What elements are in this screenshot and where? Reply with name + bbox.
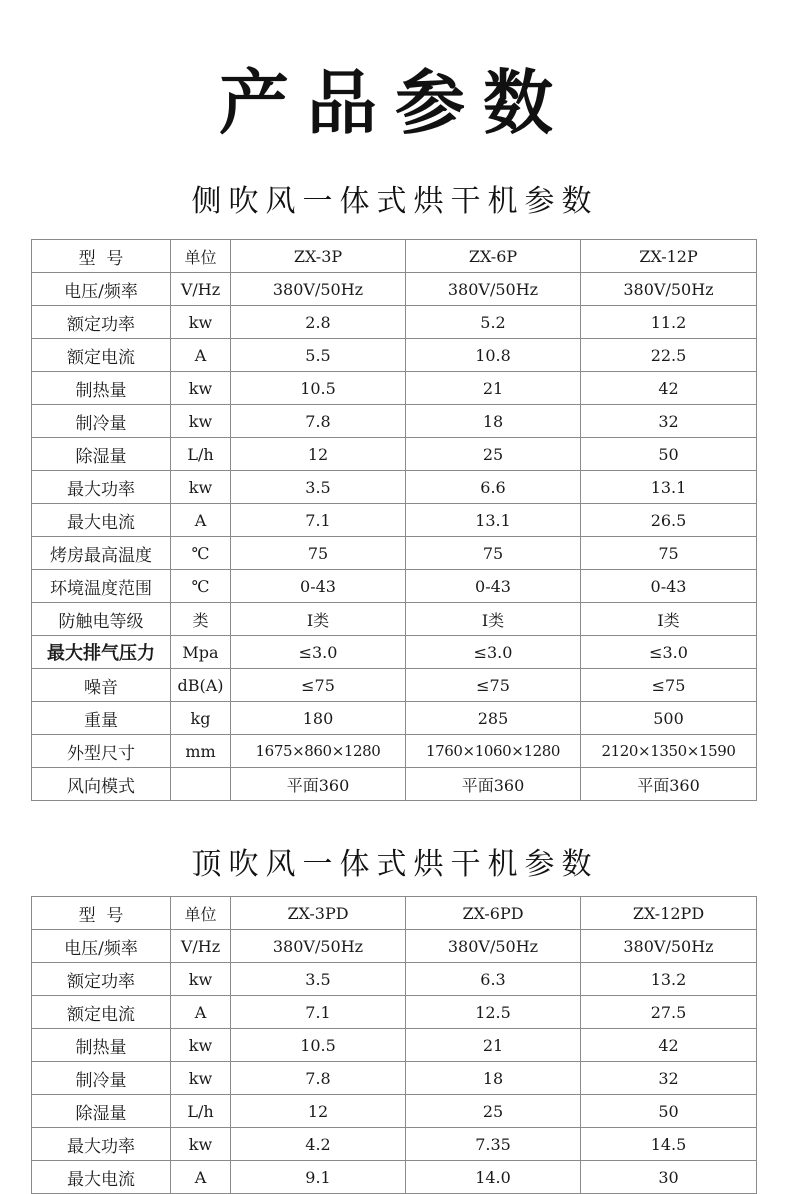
model-2-cell: 14.0 [406,1161,581,1194]
model-1-cell: ≤3.0 [231,636,406,669]
unit-cell: A [171,504,231,537]
model-2-cell: 75 [406,537,581,570]
model-3-cell: 500 [581,702,757,735]
model-3-cell: 30 [581,1161,757,1194]
model-3-cell: 13.1 [581,471,757,504]
header-cell: 单位 [171,240,231,273]
model-3-cell: 27.5 [581,996,757,1029]
model-1-cell: 3.5 [231,471,406,504]
table-row [32,996,757,1029]
param-name-cell: 额定功率 [32,306,171,339]
model-3-cell: 0-43 [581,570,757,603]
model-2-cell: ≤75 [406,669,581,702]
model-1-cell: 3.5 [231,963,406,996]
model-2-cell: 7.35 [406,1128,581,1161]
unit-cell: kw [171,372,231,405]
model-3-cell: 50 [581,438,757,471]
param-name-cell: 外型尺寸 [32,735,171,768]
model-3-cell: 32 [581,405,757,438]
model-2-cell: 21 [406,372,581,405]
model-2-cell: 平面360 [406,768,581,801]
table-row [32,405,757,438]
model-2-cell: 18 [406,1062,581,1095]
table-row [32,1095,757,1128]
param-name-cell: 电压/频率 [32,930,171,963]
model-3-cell: ≤75 [581,669,757,702]
param-name-cell: 额定电流 [32,339,171,372]
unit-cell: ℃ [171,570,231,603]
model-1-cell: 4.2 [231,1128,406,1161]
model-3-cell: 26.5 [581,504,757,537]
table-row [32,603,757,636]
header-cell: ZX-6PD [406,897,581,930]
model-3-cell: 380V/50Hz [581,930,757,963]
table-row [32,273,757,306]
unit-cell: kw [171,405,231,438]
model-2-cell: 285 [406,702,581,735]
header-cell: 单位 [171,897,231,930]
model-3-cell: 42 [581,372,757,405]
model-1-cell: 7.8 [231,1062,406,1095]
model-1-cell: 9.1 [231,1161,406,1194]
model-3-cell: 42 [581,1029,757,1062]
model-1-cell: 10.5 [231,1029,406,1062]
model-3-cell: 50 [581,1095,757,1128]
table-row [32,963,757,996]
spec-table-top-blow [31,896,757,1194]
model-1-cell: 7.8 [231,405,406,438]
unit-cell: mm [171,735,231,768]
unit-cell: A [171,339,231,372]
unit-cell: kg [171,702,231,735]
unit-cell: A [171,996,231,1029]
model-2-cell: 0-43 [406,570,581,603]
param-name-cell: 制热量 [32,1029,171,1062]
model-2-cell: 380V/50Hz [406,273,581,306]
param-name-cell: 最大电流 [32,504,171,537]
unit-cell: ℃ [171,537,231,570]
param-name-cell: 噪音 [32,669,171,702]
model-2-cell: ≤3.0 [406,636,581,669]
unit-cell: L/h [171,1095,231,1128]
param-name-cell: 除湿量 [32,1095,171,1128]
model-1-cell: 7.1 [231,504,406,537]
model-2-cell: 12.5 [406,996,581,1029]
unit-cell: kw [171,1128,231,1161]
model-1-cell: 2.8 [231,306,406,339]
param-name-cell: 除湿量 [32,438,171,471]
table-row [32,438,757,471]
unit-cell: dB(A) [171,669,231,702]
table-row [32,636,757,669]
model-2-cell: 1760×1060×1280 [406,735,581,768]
section-title-side-blow: 侧吹风一体式烘干机参数 [191,184,599,219]
model-1-cell: 380V/50Hz [231,273,406,306]
param-name-cell: 风向模式 [32,768,171,801]
unit-cell: kw [171,306,231,339]
param-name-cell: 环境温度范围 [32,570,171,603]
unit-cell: kw [171,1062,231,1095]
model-2-cell: 18 [406,405,581,438]
unit-cell: kw [171,471,231,504]
unit-cell: L/h [171,438,231,471]
unit-cell: 类 [171,603,231,636]
unit-cell: A [171,1161,231,1194]
model-1-cell: I类 [231,603,406,636]
model-2-cell: 380V/50Hz [406,930,581,963]
table-row [32,669,757,702]
table-header-row [32,897,757,930]
model-1-cell: 平面360 [231,768,406,801]
model-2-cell: 13.1 [406,504,581,537]
model-1-cell: 5.5 [231,339,406,372]
model-1-cell: ≤75 [231,669,406,702]
table-row [32,570,757,603]
page-title: 产品参数 [219,62,571,144]
param-name-cell: 重量 [32,702,171,735]
table-row [32,1062,757,1095]
model-2-cell: 10.8 [406,339,581,372]
header-cell: ZX-12P [581,240,757,273]
model-3-cell: ≤3.0 [581,636,757,669]
model-2-cell: 6.6 [406,471,581,504]
model-2-cell: 5.2 [406,306,581,339]
header-cell: ZX-12PD [581,897,757,930]
model-3-cell: 380V/50Hz [581,273,757,306]
param-name-cell: 制冷量 [32,405,171,438]
model-2-cell: 25 [406,1095,581,1128]
param-name-cell: 最大功率 [32,1128,171,1161]
table-row [32,471,757,504]
model-3-cell: 13.2 [581,963,757,996]
model-3-cell: 75 [581,537,757,570]
param-name-cell: 制冷量 [32,1062,171,1095]
header-cell: ZX-3PD [231,897,406,930]
param-name-cell: 额定功率 [32,963,171,996]
table-row [32,768,757,801]
model-1-cell: 7.1 [231,996,406,1029]
unit-cell [171,768,231,801]
table-row [32,306,757,339]
model-3-cell: 11.2 [581,306,757,339]
table-row [32,735,757,768]
table-row [32,1128,757,1161]
unit-cell: Mpa [171,636,231,669]
table-row [32,537,757,570]
table-row [32,372,757,405]
model-3-cell: 平面360 [581,768,757,801]
model-1-cell: 0-43 [231,570,406,603]
model-3-cell: 14.5 [581,1128,757,1161]
model-1-cell: 12 [231,1095,406,1128]
table-row [32,1029,757,1062]
model-3-cell: 22.5 [581,339,757,372]
param-name-cell: 电压/频率 [32,273,171,306]
unit-cell: kw [171,963,231,996]
model-2-cell: 21 [406,1029,581,1062]
param-name-cell: 制热量 [32,372,171,405]
model-2-cell: 6.3 [406,963,581,996]
param-name-cell: 最大电流 [32,1161,171,1194]
unit-cell: V/Hz [171,273,231,306]
model-2-cell: I类 [406,603,581,636]
model-1-cell: 180 [231,702,406,735]
param-name-cell: 最大功率 [32,471,171,504]
table-row [32,930,757,963]
model-1-cell: 1675×860×1280 [231,735,406,768]
table-row [32,504,757,537]
model-1-cell: 10.5 [231,372,406,405]
unit-cell: kw [171,1029,231,1062]
param-name-cell: 额定电流 [32,996,171,1029]
model-1-cell: 380V/50Hz [231,930,406,963]
table-row [32,339,757,372]
section-title-top-blow: 顶吹风一体式烘干机参数 [191,847,599,882]
header-cell: 型 号 [32,240,171,273]
table-header-row [32,240,757,273]
table-row [32,1161,757,1194]
model-3-cell: 2120×1350×1590 [581,735,757,768]
param-name-cell: 防触电等级 [32,603,171,636]
header-cell: ZX-6P [406,240,581,273]
spec-table-side-blow [31,239,757,801]
model-3-cell: 32 [581,1062,757,1095]
unit-cell: V/Hz [171,930,231,963]
table-row [32,702,757,735]
model-1-cell: 75 [231,537,406,570]
model-3-cell: I类 [581,603,757,636]
model-1-cell: 12 [231,438,406,471]
header-cell: 型 号 [32,897,171,930]
param-name-cell: 最大排气压力 [32,636,171,669]
model-2-cell: 25 [406,438,581,471]
param-name-cell: 烤房最高温度 [32,537,171,570]
header-cell: ZX-3P [231,240,406,273]
